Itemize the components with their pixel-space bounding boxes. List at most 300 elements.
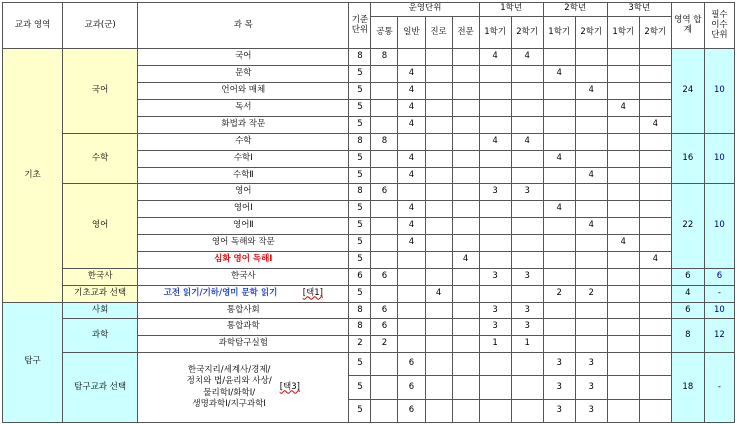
area-total-cell: 4 (671, 285, 704, 302)
base-unit-cell: 8 (349, 133, 371, 150)
sem-cell: 3 (575, 376, 607, 399)
required-cell: 10 (704, 184, 734, 268)
op-cell (398, 336, 425, 353)
op-cell (452, 235, 479, 252)
sem-cell: 4 (543, 66, 575, 83)
op-cell: 4 (398, 167, 425, 184)
sem-cell (575, 268, 607, 285)
op-cell (425, 399, 452, 422)
op-cell (452, 150, 479, 167)
header-sem: 2학기 (575, 16, 607, 49)
header-sem: 1학기 (543, 16, 575, 49)
op-cell (452, 116, 479, 133)
sem-cell (607, 66, 639, 83)
header-sem: 2학기 (511, 16, 543, 49)
sem-cell: 4 (511, 49, 543, 66)
group-social: 사회 (63, 302, 138, 319)
sem-cell (511, 353, 543, 376)
op-cell: 4 (398, 218, 425, 235)
op-cell (425, 251, 452, 268)
sem-cell: 3 (479, 302, 511, 319)
subject-cell: 수학 (138, 133, 349, 150)
sem-cell (479, 285, 511, 302)
header-year-1: 1학년 (479, 3, 543, 17)
sem-cell (511, 399, 543, 422)
op-cell (371, 285, 398, 302)
elective-line: 정치와 법/윤리와 사상/ (186, 376, 272, 387)
op-cell (452, 285, 479, 302)
base-unit-cell: 5 (349, 353, 371, 376)
op-cell (371, 66, 398, 83)
sem-cell (511, 100, 543, 117)
sem-cell: 4 (575, 218, 607, 235)
op-cell (371, 353, 398, 376)
base-unit-cell: 5 (349, 235, 371, 252)
area-total-cell: 16 (671, 133, 704, 184)
sem-cell (607, 184, 639, 201)
op-cell (425, 133, 452, 150)
subject-cell: 심화 영어 독해Ⅰ (138, 251, 349, 268)
sem-cell (607, 133, 639, 150)
sem-cell: 4 (575, 167, 607, 184)
sem-cell: 4 (575, 83, 607, 100)
base-unit-cell: 5 (349, 66, 371, 83)
table-row (3, 353, 735, 376)
sem-cell (607, 201, 639, 218)
op-cell: 8 (371, 133, 398, 150)
op-cell (425, 218, 452, 235)
op-cell (371, 399, 398, 422)
base-unit-cell: 5 (349, 83, 371, 100)
sem-cell (639, 100, 671, 117)
op-cell: 4 (452, 251, 479, 268)
sem-cell (639, 235, 671, 252)
sem-cell: 3 (575, 353, 607, 376)
sem-cell (479, 150, 511, 167)
sem-cell (511, 150, 543, 167)
base-unit-cell: 5 (349, 116, 371, 133)
sem-cell (607, 319, 639, 336)
curriculum-table (2, 2, 735, 423)
header-required: 필수 이수 단위 (704, 3, 734, 49)
op-cell: 6 (398, 399, 425, 422)
op-cell (452, 83, 479, 100)
op-cell (452, 302, 479, 319)
op-cell: 6 (371, 184, 398, 201)
sem-cell (575, 100, 607, 117)
op-cell: 4 (398, 235, 425, 252)
sem-cell (639, 167, 671, 184)
sem-cell (607, 285, 639, 302)
op-cell: 4 (398, 100, 425, 117)
required-cell: 6 (704, 268, 734, 285)
base-unit-cell: 5 (349, 167, 371, 184)
op-cell (452, 399, 479, 422)
subject-cell: 영어Ⅰ (138, 201, 349, 218)
elective-note: [택1] (302, 287, 323, 298)
sem-cell: 3 (479, 184, 511, 201)
op-cell (425, 83, 452, 100)
area-total-cell: 24 (671, 49, 704, 133)
sem-cell (511, 285, 543, 302)
op-cell (425, 184, 452, 201)
base-unit-cell: 5 (349, 201, 371, 218)
sem-cell (639, 285, 671, 302)
op-cell: 6 (371, 319, 398, 336)
sem-cell (511, 218, 543, 235)
table-row (3, 49, 735, 66)
header-sem: 2학기 (639, 16, 671, 49)
subject-cell: 언어와 매체 (138, 83, 349, 100)
required-cell: - (704, 353, 734, 423)
sem-cell (607, 116, 639, 133)
sem-cell (639, 268, 671, 285)
op-cell: 6 (398, 353, 425, 376)
sem-cell (543, 184, 575, 201)
op-cell: 6 (371, 302, 398, 319)
op-cell (425, 319, 452, 336)
table-row (3, 184, 735, 201)
op-cell (452, 353, 479, 376)
sem-cell (511, 251, 543, 268)
base-unit-cell: 5 (349, 251, 371, 268)
subject-cell: 화법과 작문 (138, 116, 349, 133)
op-cell (452, 66, 479, 83)
op-cell (371, 201, 398, 218)
subject-cell: 통합과학 (138, 319, 349, 336)
sem-cell (607, 150, 639, 167)
sem-cell: 3 (575, 399, 607, 422)
sem-cell: 3 (479, 268, 511, 285)
op-cell (425, 268, 452, 285)
sem-cell (511, 201, 543, 218)
op-cell (452, 218, 479, 235)
op-cell (371, 100, 398, 117)
op-cell (371, 83, 398, 100)
sem-cell: 2 (575, 285, 607, 302)
op-cell: 4 (425, 285, 452, 302)
header-op-career: 진로 (425, 16, 452, 49)
sem-cell (543, 251, 575, 268)
sem-cell (607, 336, 639, 353)
op-cell (425, 150, 452, 167)
sem-cell (575, 116, 607, 133)
subject-cell: 영어Ⅱ (138, 218, 349, 235)
op-cell: 4 (398, 201, 425, 218)
sem-cell (607, 268, 639, 285)
sem-cell (543, 133, 575, 150)
header-op-unit: 운영단위 (371, 3, 479, 17)
header-year-2: 2학년 (543, 3, 607, 17)
sem-cell: 4 (479, 49, 511, 66)
sem-cell: 4 (543, 201, 575, 218)
op-cell (452, 376, 479, 399)
header-sem: 1학기 (607, 16, 639, 49)
inquiry-elective-subjects (138, 353, 349, 423)
sem-cell (607, 399, 639, 422)
op-cell (398, 302, 425, 319)
header-year-3: 3학년 (607, 3, 671, 17)
sem-cell: 3 (543, 399, 575, 422)
sem-cell (479, 83, 511, 100)
sem-cell (479, 66, 511, 83)
header-subject: 과 목 (138, 3, 349, 49)
subject-cell: 국어 (138, 49, 349, 66)
sem-cell: 4 (479, 133, 511, 150)
required-cell: 12 (704, 319, 734, 353)
header-base-unit: 기준 단위 (349, 3, 371, 49)
op-cell: 6 (371, 268, 398, 285)
elective-line: 물리학Ⅰ/화학Ⅰ/ (203, 387, 256, 398)
subject-cell: 독서 (138, 100, 349, 117)
sem-cell (575, 336, 607, 353)
op-cell (452, 133, 479, 150)
sem-cell (479, 201, 511, 218)
sem-cell (607, 353, 639, 376)
op-cell (398, 49, 425, 66)
op-cell (371, 235, 398, 252)
base-unit-cell: 5 (349, 150, 371, 167)
sem-cell (511, 376, 543, 399)
group-english: 영어 (63, 184, 138, 268)
op-cell: 4 (398, 116, 425, 133)
op-cell (371, 116, 398, 133)
required-cell: 10 (704, 302, 734, 319)
op-cell (452, 268, 479, 285)
sem-cell (543, 235, 575, 252)
sem-cell (543, 116, 575, 133)
op-cell (371, 218, 398, 235)
op-cell (398, 268, 425, 285)
group-basic-elective: 기초교과 선택 (63, 285, 138, 302)
sem-cell (607, 83, 639, 100)
base-unit-cell: 5 (349, 285, 371, 302)
sem-cell (639, 133, 671, 150)
op-cell: 4 (398, 66, 425, 83)
op-cell (371, 150, 398, 167)
op-cell (398, 285, 425, 302)
sem-cell (543, 336, 575, 353)
sem-cell: 3 (479, 319, 511, 336)
required-cell: - (704, 285, 734, 302)
sem-cell (543, 268, 575, 285)
group-history: 한국사 (63, 268, 138, 285)
op-cell: 6 (398, 376, 425, 399)
op-cell: 2 (371, 336, 398, 353)
base-unit-cell: 6 (349, 268, 371, 285)
header-group: 교과(군) (63, 3, 138, 49)
sem-cell (511, 116, 543, 133)
subject-cell: 한국사 (138, 268, 349, 285)
base-unit-cell: 8 (349, 184, 371, 201)
op-cell (425, 201, 452, 218)
sem-cell (511, 66, 543, 83)
sem-cell (639, 376, 671, 399)
area-basic: 기초 (3, 49, 63, 302)
sem-cell: 3 (511, 268, 543, 285)
sem-cell: 2 (543, 285, 575, 302)
required-cell: 10 (704, 49, 734, 133)
sem-cell: 1 (511, 336, 543, 353)
subject-cell: 수학Ⅱ (138, 167, 349, 184)
sem-cell (543, 218, 575, 235)
op-cell (425, 376, 452, 399)
op-cell (425, 116, 452, 133)
sem-cell: 4 (607, 235, 639, 252)
sem-cell (575, 251, 607, 268)
area-total-cell: 22 (671, 184, 704, 268)
sem-cell (543, 167, 575, 184)
sem-cell (639, 83, 671, 100)
sem-cell (543, 83, 575, 100)
op-cell (425, 336, 452, 353)
sem-cell (607, 49, 639, 66)
sem-cell: 4 (543, 150, 575, 167)
sem-cell (479, 100, 511, 117)
op-cell (452, 319, 479, 336)
sem-cell (575, 319, 607, 336)
base-unit-cell: 8 (349, 319, 371, 336)
sem-cell (575, 235, 607, 252)
op-cell (425, 100, 452, 117)
header-op-common: 공통 (371, 16, 398, 49)
header-sem: 1학기 (479, 16, 511, 49)
sem-cell (511, 83, 543, 100)
sem-cell (575, 201, 607, 218)
op-cell (425, 66, 452, 83)
elective-subjects: 고전 읽기/기하/영미 문학 읽기 (163, 287, 278, 298)
base-unit-cell: 5 (349, 218, 371, 235)
op-cell (425, 302, 452, 319)
subject-cell: 영어 (138, 184, 349, 201)
table-row (3, 133, 735, 150)
base-unit-cell: 2 (349, 336, 371, 353)
area-inquiry: 탐구 (3, 302, 63, 422)
sem-cell (575, 133, 607, 150)
op-cell (452, 100, 479, 117)
sem-cell: 4 (511, 133, 543, 150)
sem-cell (607, 376, 639, 399)
sem-cell (639, 201, 671, 218)
sem-cell (479, 353, 511, 376)
sem-cell (639, 184, 671, 201)
op-cell (371, 376, 398, 399)
sem-cell (607, 218, 639, 235)
sem-cell (639, 353, 671, 376)
sem-cell (479, 116, 511, 133)
required-cell: 10 (704, 133, 734, 184)
group-korean: 국어 (63, 49, 138, 133)
sem-cell (543, 319, 575, 336)
sem-cell (543, 302, 575, 319)
elective-line: 한국지리/세계사/경제/ (187, 364, 271, 375)
area-total-cell: 6 (671, 302, 704, 319)
op-cell (452, 336, 479, 353)
subject-cell: 문학 (138, 66, 349, 83)
elective-line: 생명과학Ⅰ/지구과학Ⅰ (192, 399, 266, 410)
op-cell (398, 133, 425, 150)
group-math: 수학 (63, 133, 138, 184)
sem-cell (479, 251, 511, 268)
sem-cell: 4 (607, 100, 639, 117)
sem-cell (639, 150, 671, 167)
sem-cell (607, 167, 639, 184)
sem-cell: 3 (511, 302, 543, 319)
op-cell: 8 (371, 49, 398, 66)
sem-cell: 3 (543, 376, 575, 399)
sem-cell (479, 399, 511, 422)
subject-cell (138, 285, 349, 302)
sem-cell (639, 319, 671, 336)
op-cell (398, 184, 425, 201)
op-cell (371, 251, 398, 268)
sem-cell (511, 235, 543, 252)
area-total-cell: 18 (671, 353, 704, 423)
header-op-special: 전문 (452, 16, 479, 49)
sem-cell (639, 336, 671, 353)
sem-cell (607, 251, 639, 268)
op-cell (452, 201, 479, 218)
sem-cell: 4 (639, 116, 671, 133)
sem-cell (639, 302, 671, 319)
sem-cell (639, 66, 671, 83)
sem-cell (543, 100, 575, 117)
sem-cell: 3 (511, 184, 543, 201)
op-cell (425, 167, 452, 184)
sem-cell (575, 184, 607, 201)
op-cell (398, 251, 425, 268)
sem-cell (639, 218, 671, 235)
op-cell: 4 (398, 83, 425, 100)
sem-cell (575, 150, 607, 167)
op-cell (452, 167, 479, 184)
sem-cell: 3 (543, 353, 575, 376)
base-unit-cell: 8 (349, 302, 371, 319)
header-area-total: 영역 합계 (671, 3, 704, 49)
subject-cell: 수학Ⅰ (138, 150, 349, 167)
sem-cell (575, 49, 607, 66)
area-total-cell: 8 (671, 319, 704, 353)
subject-cell: 영어 독해와 작문 (138, 235, 349, 252)
op-cell (425, 353, 452, 376)
sem-cell (511, 167, 543, 184)
sem-cell (479, 218, 511, 235)
sem-cell: 1 (479, 336, 511, 353)
area-total-cell: 6 (671, 268, 704, 285)
base-unit-cell: 8 (349, 49, 371, 66)
op-cell (398, 319, 425, 336)
op-cell (452, 49, 479, 66)
sem-cell (575, 66, 607, 83)
base-unit-cell: 5 (349, 376, 371, 399)
sem-cell (575, 302, 607, 319)
sem-cell (479, 235, 511, 252)
header-op-general: 일반 (398, 16, 425, 49)
base-unit-cell: 5 (349, 100, 371, 117)
sem-cell (543, 49, 575, 66)
sem-cell: 4 (639, 251, 671, 268)
sem-cell: 3 (511, 319, 543, 336)
sem-cell (639, 399, 671, 422)
subject-cell: 통합사회 (138, 302, 349, 319)
elective-note: [택3] (279, 381, 300, 392)
table-row (3, 319, 735, 336)
sem-cell (639, 49, 671, 66)
op-cell: 4 (398, 150, 425, 167)
op-cell (425, 235, 452, 252)
op-cell (425, 49, 452, 66)
sem-cell (479, 376, 511, 399)
